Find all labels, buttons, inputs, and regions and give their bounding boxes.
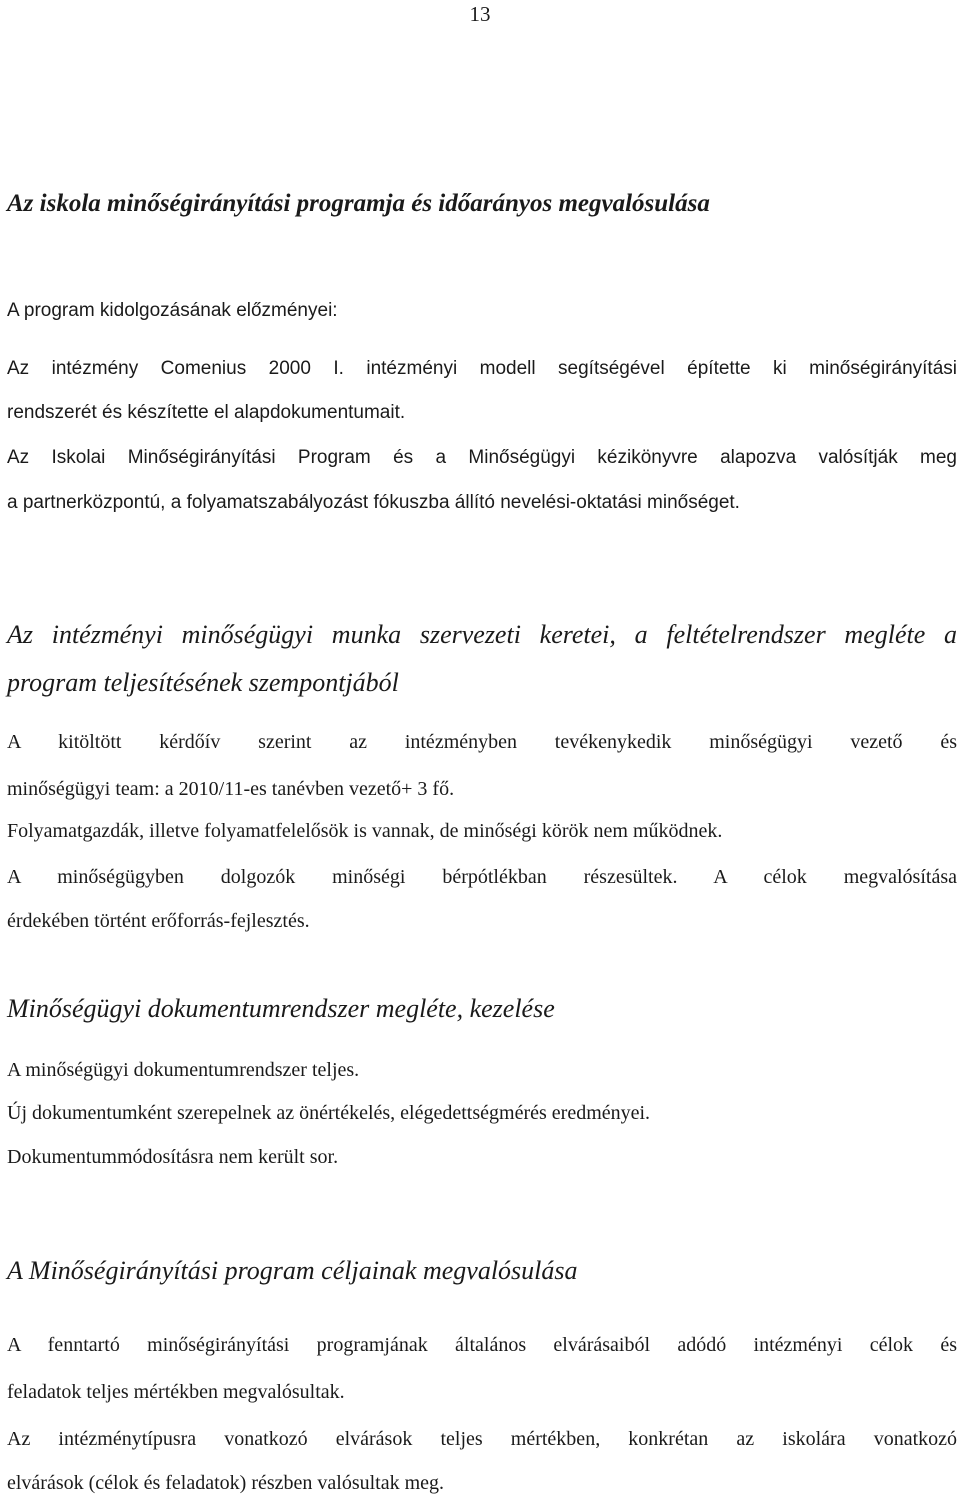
section3-line1: A minőségügyi dokumentumrendszer teljes.: [7, 1059, 360, 1081]
section2-line3: Folyamatgazdák, illetve folyamatfelelősök is vannak, de minőségi körök nem működnek.: [7, 820, 723, 842]
section2-line2: minőségügyi team: a 2010/11-es tanévben vezető+ 3 fő.: [7, 778, 455, 800]
section3-line2: Új dokumentumként szerepelnek az önértékelés, elégedettségmérés eredményei.: [7, 1102, 651, 1124]
section1-subheading: A program kidolgozásának előzményei:: [7, 300, 338, 321]
section3-heading: Minőségügyi dokumentumrendszer megléte, kezelése: [7, 994, 555, 1023]
section2-line5: érdekében történt erőforrás-fejlesztés.: [7, 910, 310, 932]
main-title: Az iskola minőségirányítási programja és időarányos megvalósulása: [7, 190, 710, 217]
section1-line4: a partnerközpontú, a folyamatszabályozást fókuszba állító nevelési-oktatási minőséget.: [7, 492, 740, 513]
section2-line1: A kitöltött kérdőív szerint az intézményben tevékenykedik minőségügyi vezető és: [7, 731, 957, 753]
section3-line3: Dokumentummódosításra nem került sor.: [7, 1146, 339, 1168]
section1-line3: Az Iskolai Minőségirányítási Program és a Minőségügyi kézikönyvre alapozva valósítják meg: [7, 447, 957, 468]
section2-line4: A minőségügyben dolgozók minőségi bérpótlékban részesültek. A célok megvalósítása: [7, 866, 957, 888]
section1-line2: rendszerét és készítette el alapdokumentumait.: [7, 402, 406, 423]
section2-heading-line1: Az intézményi minőségügyi munka szervezeti keretei, a feltételrendszer megléte a: [7, 620, 957, 649]
section4-line3: Az intézménytípusra vonatkozó elvárások teljes mértékben, konkrétan az iskolára vonatkozó: [7, 1428, 957, 1450]
section4-line2: feladatok teljes mértékben megvalósultak.: [7, 1381, 345, 1403]
section2-heading-line2: program teljesítésének szempontjából: [7, 668, 399, 697]
section1-line1: Az intézmény Comenius 2000 I. intézményi modell segítségével építette ki minőségirányítási: [7, 358, 957, 379]
section4-line4: elvárások (célok és feladatok) részben valósultak meg.: [7, 1472, 445, 1494]
section4-heading: A Minőségirányítási program céljainak megvalósulása: [7, 1256, 578, 1285]
page-number: 13: [469, 2, 491, 26]
section4-line1: A fenntartó minőségirányítási programjának általános elvárásaiból adódó intézményi célok és: [7, 1334, 957, 1356]
